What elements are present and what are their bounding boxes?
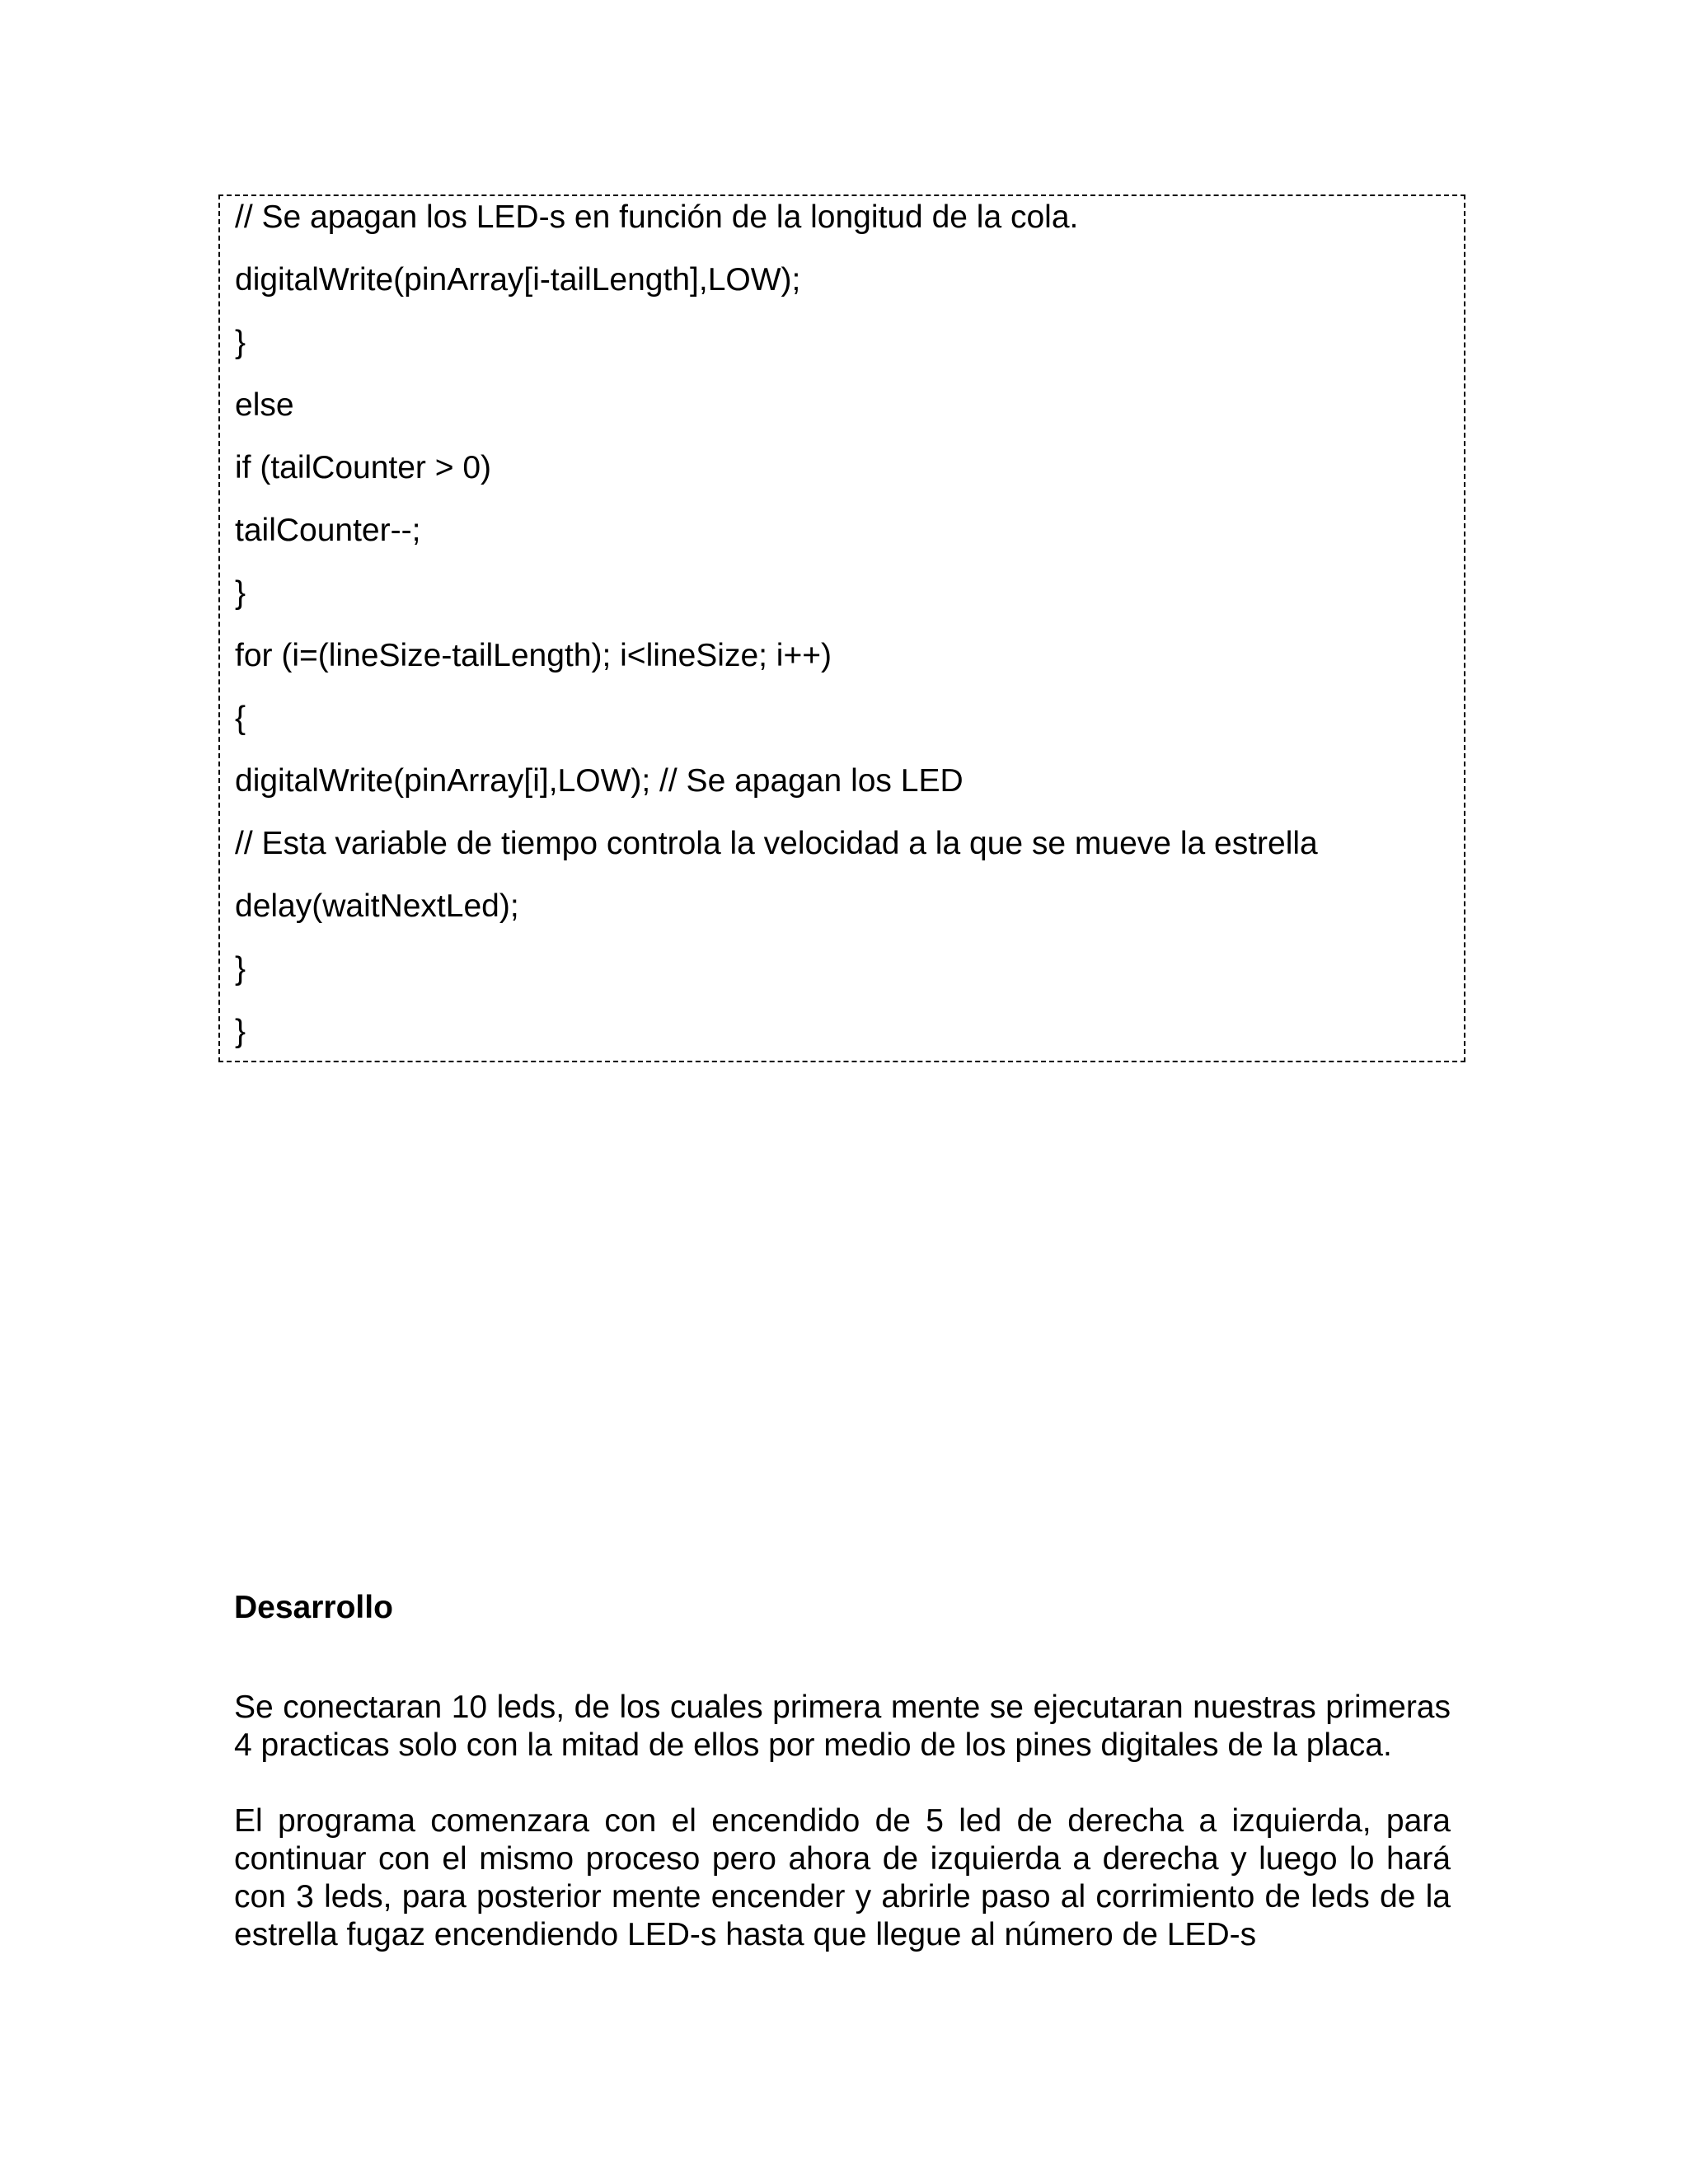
code-line-1: // Se apagan los LED-s en función de la longitud de la cola. [235,199,1079,235]
code-line-13: } [235,951,246,987]
code-line-4: else [235,387,294,423]
code-block [218,194,1465,1062]
code-line-3: } [235,325,246,360]
code-line-5: if (tailCounter > 0) [235,450,492,485]
code-line-14: } [235,1014,246,1049]
code-line-11: // Esta variable de tiempo controla la velocidad a la que se mueve la estrella [235,826,1318,861]
code-line-9: { [235,701,246,736]
code-line-12: delay(waitNextLed); [235,888,519,924]
paragraph-2: El programa comenzara con el encendido de 5 led de derecha a izquierda, para continuar con el mismo proceso pero ahora de izquierda a derecha y luego lo hará con 3 leds, para posterior mente encender y abrirle paso al corrimiento de leds de la estrella fugaz encendiendo LED-s hasta que llegue al número de LED-s [234,1803,1451,1952]
code-line-10: digitalWrite(pinArray[i],LOW); // Se apagan los LED [235,763,964,799]
code-line-6: tailCounter--; [235,513,421,548]
code-line-7: } [235,575,246,611]
section-title: Desarrollo [234,1590,393,1625]
code-line-8: for (i=(lineSize-tailLength); i<lineSize; i++) [235,638,832,673]
paragraph-1: Se conectaran 10 leds, de los cuales primera mente se ejecutaran nuestras primeras 4 practicas solo con la mitad de ellos por medio de los pines digitales de la placa. [234,1690,1451,1763]
code-line-2: digitalWrite(pinArray[i-tailLength],LOW); [235,262,801,298]
